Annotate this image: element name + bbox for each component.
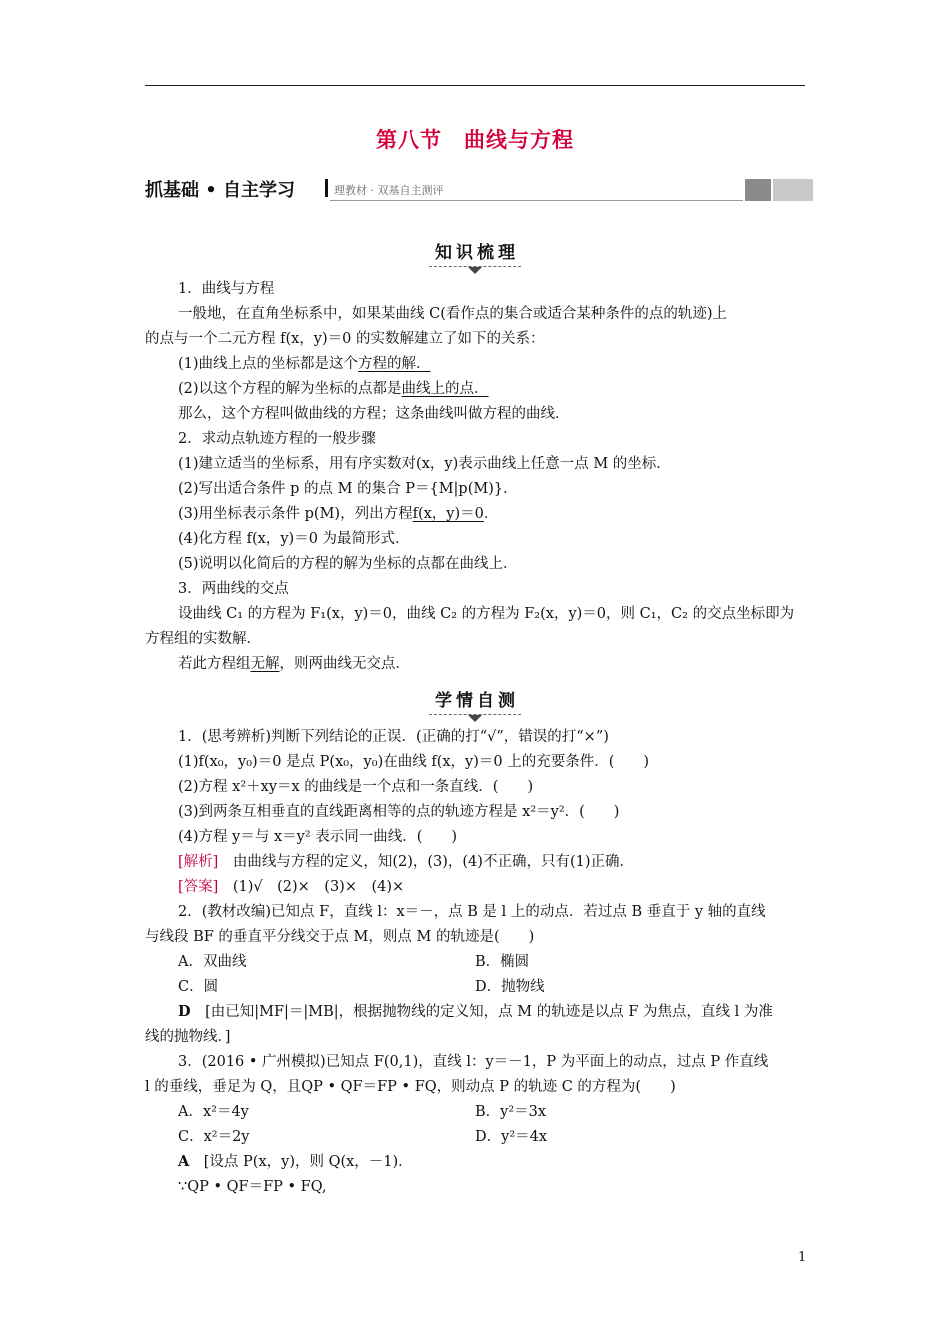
k-h1: 1．曲线与方程: [178, 281, 275, 297]
banner-separator: [325, 179, 328, 197]
banner-block-light: [773, 179, 813, 201]
q2-answer-letter: D: [178, 1003, 191, 1020]
heading-triangle-icon: [468, 715, 482, 722]
q2-line2: 与线段 BF 的垂直平分线交于点 M，则点 M 的轨迹是( ): [145, 929, 535, 945]
banner-block-dark: [745, 179, 771, 201]
q3-option-a: A．x²＝4y: [178, 1104, 249, 1120]
section-banner: [145, 176, 813, 202]
k-step2: (2)写出适合条件 p 的点 M 的集合 P＝{M|p(M)}．: [178, 481, 518, 497]
k-then: 那么，这个方程叫做曲线的方程；这条曲线叫做方程的曲线．: [178, 406, 570, 422]
q1-stem: 1．(思考辨析)判断下列结论的正误．(正确的打“√”，错误的打“×”): [178, 729, 609, 745]
k-inter-line1: 设曲线 C₁ 的方程为 F₁(x，y)＝0，曲线 C₂ 的方程为 F₂(x，y)＝0，则 C₁，C₂ 的交点坐标即为: [178, 606, 795, 622]
k-step3: (3)用坐标表示条件 p(M)，列出方程f(x，y)＝0．: [178, 506, 499, 522]
blank-answer: 无解: [250, 656, 280, 672]
k-step4: (4)化方程 f(x，y)＝0 为最简形式．: [178, 531, 410, 547]
blank-answer: 曲线上的点．: [401, 381, 489, 397]
analysis-tag: [解析]: [178, 854, 219, 870]
blank-answer: 方程的解．: [358, 356, 431, 372]
page-number: 1: [798, 1250, 807, 1265]
k-p1-line1: 一般地，在直角坐标系中，如果某曲线 C(看作点的集合或适合某种条件的点的轨迹)上: [178, 306, 728, 322]
q1-item2: (2)方程 x²＋xy＝x 的曲线是一个点和一条直线．( ): [178, 779, 534, 795]
q2-option-a: A．双曲线: [178, 954, 247, 970]
q2-option-b: B．椭圆: [475, 954, 530, 970]
answer-tag: [答案]: [178, 879, 219, 895]
k-cond2: (2)以这个方程的解为坐标的点都是曲线上的点．: [178, 381, 489, 397]
q3-option-d: D．y²＝4x: [475, 1129, 548, 1145]
q3-line1: 3．(2016 • 广州模拟)已知点 F(0,1)，直线 l：y＝－1，P 为平面上的动点，过点 P 作直线: [178, 1054, 769, 1070]
q1-item3: (3)到两条互相垂直的直线距离相等的点的轨迹方程是 x²＝y²．( ): [178, 804, 620, 820]
q2-explanation-line1: D [由已知|MF|＝|MB|，根据抛物线的定义知，点 M 的轨迹是以点 F 为焦点，直线 l 为准: [178, 1003, 773, 1020]
k-h3: 3．两曲线的交点: [178, 581, 289, 597]
k-p1-line2: 的点与一个二元方程 f(x，y)＝0 的实数解建立了如下的关系：: [145, 331, 545, 347]
k-inter-line2: 方程组的实数解．: [145, 631, 261, 647]
k-h2: 2．求动点轨迹方程的一般步骤: [178, 431, 376, 447]
q3-answer-letter: A: [178, 1153, 190, 1170]
k-nosolution: 若此方程组无解，则两曲线无交点．: [178, 656, 410, 672]
q1-analysis: [解析] 由曲线与方程的定义，知(2)，(3)，(4)不正确，只有(1)正确．: [178, 854, 634, 870]
q3-option-c: C．x²＝2y: [178, 1129, 250, 1145]
heading-selftest: 学情自测: [0, 686, 950, 722]
banner-sub: 理教材 · 双基自主测评: [334, 184, 444, 197]
blank-answer: f(x，y)＝0: [412, 506, 484, 522]
q2-line1: 2．(教材改编)已知点 F，直线 l：x＝－，点 B 是 l 上的动点．若过点 B 垂直于 y 轴的直线: [178, 904, 766, 920]
page-title: 第八节 曲线与方程: [376, 128, 574, 152]
q1-item4: (4)方程 y＝与 x＝y² 表示同一曲线．( ): [178, 829, 458, 845]
k-step1: (1)建立适当的坐标系，用有序实数对(x，y)表示曲线上任意一点 M 的坐标．: [178, 456, 671, 472]
q2-option-d: D．抛物线: [475, 979, 545, 995]
q3-explanation: A [设点 P(x，y)，则 Q(x，－1)．: [178, 1153, 413, 1170]
heading-knowledge: 知识梳理: [0, 238, 950, 274]
heading-triangle-icon: [468, 267, 482, 274]
q1-item1: (1)f(x₀，y₀)＝0 是点 P(x₀，y₀)在曲线 f(x，y)＝0 上的充要条件．( ): [178, 754, 650, 770]
q2-explanation-line2: 线的抛物线．]: [145, 1029, 231, 1045]
header-rule: [145, 85, 805, 86]
k-cond1: (1)曲线上点的坐标都是这个方程的解．: [178, 356, 431, 372]
q3-line2: l 的垂线，垂足为 Q，且QP • QF＝FP • FQ，则动点 P 的轨迹 C 的方程为( ): [145, 1079, 676, 1095]
q3-option-b: B．y²＝3x: [475, 1104, 547, 1120]
banner-main: 抓基础 • 自主学习: [145, 180, 296, 201]
q1-answer: [答案] (1)√ (2)× (3)× (4)×: [178, 879, 405, 895]
k-step5: (5)说明以化简后的方程的解为坐标的点都在曲线上．: [178, 556, 518, 572]
q3-since: ∵QP • QF＝FP • FQ,: [178, 1179, 327, 1195]
banner-line: [330, 200, 743, 201]
q2-option-c: C．圆: [178, 979, 219, 995]
